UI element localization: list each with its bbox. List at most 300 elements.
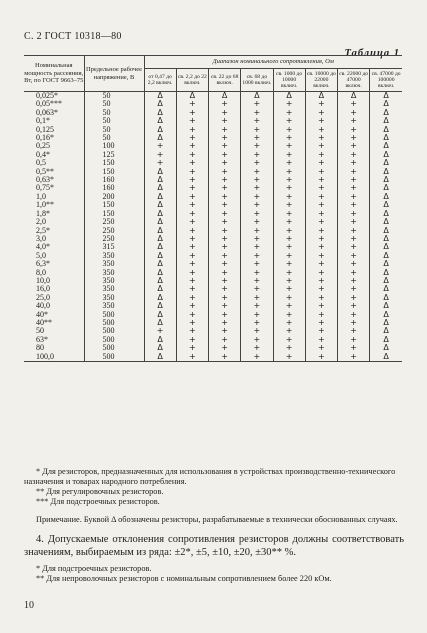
power-cell: 0,125: [36, 124, 54, 134]
symbol-cell: +: [176, 344, 208, 352]
voltage-cell: 500: [84, 353, 144, 362]
voltage-cell: 500: [84, 344, 144, 352]
symbol-cell: +: [176, 142, 208, 150]
symbol-cell: +: [209, 193, 241, 201]
symbol-cell: +: [338, 193, 370, 201]
symbol-cell: Δ: [370, 151, 402, 159]
symbol-cell: +: [305, 168, 337, 176]
symbol-cell: +: [338, 201, 370, 209]
symbol-cell: Δ: [370, 277, 402, 285]
voltage-cell: 100: [84, 142, 144, 150]
symbol-cell: Δ: [370, 201, 402, 209]
symbol-cell: +: [273, 193, 305, 201]
table-row: [24, 159, 402, 167]
symbol-cell: +: [176, 109, 208, 117]
symbol-cell: +: [176, 353, 208, 362]
symbol-cell: +: [241, 184, 273, 192]
power-cell: 0,16*: [36, 133, 54, 143]
symbol-cell: +: [338, 109, 370, 117]
voltage-cell: 50: [84, 92, 144, 101]
voltage-cell: 315: [84, 243, 144, 251]
power-cell: 0,25: [36, 141, 50, 151]
symbol-cell: +: [209, 319, 241, 327]
symbol-cell: Δ: [370, 327, 402, 335]
symbol-cell: Δ: [144, 311, 176, 319]
voltage-cell: 250: [84, 218, 144, 226]
table-row: [24, 353, 402, 362]
symbol-cell: +: [305, 201, 337, 209]
footnote-1: * Для резисторов, предназначенных для использования в устройствах производственно-технического назначения и товарах народного потребления.: [24, 467, 396, 486]
symbol-cell: +: [305, 126, 337, 134]
voltage-cell: 50: [84, 109, 144, 117]
symbol-cell: +: [209, 184, 241, 192]
symbol-cell: +: [273, 218, 305, 226]
range-col-header: св. 2,2 до 22 включ.: [176, 69, 208, 92]
symbol-cell: Δ: [370, 302, 402, 310]
range-title: Диапазон номинального сопротивления, Ом: [144, 56, 402, 69]
symbol-cell: Δ: [370, 319, 402, 327]
voltage-cell: 150: [84, 159, 144, 167]
symbol-cell: +: [305, 269, 337, 277]
symbol-cell: +: [305, 294, 337, 302]
table-row: [24, 235, 402, 243]
symbol-cell: Δ: [370, 294, 402, 302]
symbol-cell: +: [305, 302, 337, 310]
symbol-cell: +: [176, 294, 208, 302]
table-row: [24, 327, 402, 335]
symbol-cell: +: [273, 311, 305, 319]
table-row: [24, 100, 402, 108]
symbol-cell: +: [144, 327, 176, 335]
power-cell: 0,063*: [36, 107, 58, 117]
symbol-cell: +: [241, 252, 273, 260]
symbol-cell: Δ: [338, 92, 370, 101]
power-cell: 1,8*: [36, 208, 50, 218]
symbol-cell: +: [241, 126, 273, 134]
range-col-header: св. 10000 до 22000 включ.: [305, 69, 337, 92]
symbol-cell: +: [338, 235, 370, 243]
symbol-cell: +: [209, 176, 241, 184]
symbol-cell: +: [241, 193, 273, 201]
voltage-cell: 500: [84, 319, 144, 327]
voltage-cell: 50: [84, 126, 144, 134]
symbol-cell: +: [241, 159, 273, 167]
table-row: [24, 344, 402, 352]
symbol-cell: Δ: [144, 218, 176, 226]
voltage-cell: 150: [84, 168, 144, 176]
symbol-cell: Δ: [144, 344, 176, 352]
symbol-cell: Δ: [144, 353, 176, 362]
table-row: [24, 168, 402, 176]
symbol-cell: Δ: [144, 176, 176, 184]
symbol-cell: Δ: [144, 134, 176, 142]
voltage-cell: 500: [84, 311, 144, 319]
power-cell: 0,025*: [36, 91, 58, 100]
symbol-cell: +: [338, 227, 370, 235]
symbol-cell: +: [338, 134, 370, 142]
power-cell: 0,05***: [36, 99, 62, 109]
power-cell: 3,0: [36, 233, 46, 243]
symbol-cell: Δ: [370, 168, 402, 176]
symbol-cell: +: [209, 142, 241, 150]
symbol-cell: +: [338, 100, 370, 108]
symbol-cell: Δ: [144, 100, 176, 108]
symbol-cell: +: [209, 243, 241, 251]
symbol-cell: +: [305, 344, 337, 352]
power-cell: 4,0*: [36, 242, 50, 252]
table-row: [24, 218, 402, 226]
symbol-cell: +: [241, 277, 273, 285]
range-col-header: от 0,47 до 2,2 включ.: [144, 69, 176, 92]
power-cell: 8,0: [36, 267, 46, 277]
symbol-cell: Δ: [370, 252, 402, 260]
symbol-cell: Δ: [144, 109, 176, 117]
symbol-cell: +: [338, 168, 370, 176]
voltage-cell: 50: [84, 117, 144, 125]
symbol-cell: +: [209, 168, 241, 176]
symbol-cell: +: [176, 319, 208, 327]
voltage-cell: 350: [84, 269, 144, 277]
voltage-cell: 500: [84, 327, 144, 335]
symbol-cell: Δ: [144, 243, 176, 251]
symbol-cell: +: [305, 176, 337, 184]
symbol-cell: +: [273, 159, 305, 167]
paragraph-4: 4. Допускаемые отклонения сопротивления резисторов должны соответствовать значениям, выбираемым из ряда: ±2*, ±5, ±10, ±20, ±30** %.: [24, 534, 404, 558]
symbol-cell: +: [273, 344, 305, 352]
symbol-cell: +: [176, 184, 208, 192]
symbol-cell: +: [176, 134, 208, 142]
table-row: [24, 210, 402, 218]
symbol-cell: +: [338, 243, 370, 251]
range-col-header: св. 1000 до 10000 включ.: [273, 69, 305, 92]
voltage-cell: 125: [84, 151, 144, 159]
voltage-cell: 200: [84, 193, 144, 201]
power-cell: 40**: [36, 317, 52, 327]
symbol-cell: +: [305, 353, 337, 362]
symbol-cell: +: [176, 218, 208, 226]
power-cell: 40*: [36, 309, 48, 319]
table-row: [24, 151, 402, 159]
symbol-cell: Δ: [370, 142, 402, 150]
symbol-cell: Δ: [370, 210, 402, 218]
symbol-cell: +: [176, 277, 208, 285]
symbol-cell: +: [338, 126, 370, 134]
symbol-cell: +: [176, 311, 208, 319]
resistor-table: [24, 55, 402, 362]
symbol-cell: Δ: [273, 92, 305, 101]
symbol-cell: +: [176, 243, 208, 251]
symbol-cell: +: [338, 302, 370, 310]
voltage-cell: 160: [84, 184, 144, 192]
symbol-cell: +: [241, 327, 273, 335]
symbol-cell: +: [305, 142, 337, 150]
page-header: С. 2 ГОСТ 10318—80: [24, 31, 122, 42]
symbol-cell: +: [273, 134, 305, 142]
symbol-cell: +: [209, 151, 241, 159]
symbol-cell: +: [273, 117, 305, 125]
symbol-cell: +: [241, 260, 273, 268]
symbol-cell: +: [209, 235, 241, 243]
voltage-cell: 350: [84, 260, 144, 268]
footnote-5: ** Для непроволочных резисторов с номинальным сопротивлением более 220 кОм.: [36, 574, 332, 583]
symbol-cell: +: [305, 159, 337, 167]
symbol-cell: +: [305, 117, 337, 125]
symbol-cell: +: [273, 142, 305, 150]
symbol-cell: +: [305, 311, 337, 319]
symbol-cell: +: [209, 260, 241, 268]
symbol-cell: +: [144, 159, 176, 167]
symbol-cell: +: [176, 100, 208, 108]
symbol-cell: +: [305, 210, 337, 218]
symbol-cell: +: [176, 327, 208, 335]
symbol-cell: +: [338, 218, 370, 226]
symbol-cell: +: [241, 109, 273, 117]
power-cell: 5,0: [36, 250, 46, 260]
power-cell: 1,0: [36, 191, 46, 201]
symbol-cell: +: [338, 159, 370, 167]
table-row: [24, 134, 402, 142]
symbol-cell: Δ: [370, 311, 402, 319]
power-cell: 2,0: [36, 217, 46, 227]
voltage-cell: 150: [84, 210, 144, 218]
symbol-cell: +: [209, 126, 241, 134]
symbol-cell: +: [241, 336, 273, 344]
symbol-cell: Δ: [144, 184, 176, 192]
symbol-cell: +: [305, 151, 337, 159]
symbol-cell: +: [338, 336, 370, 344]
symbol-cell: +: [176, 126, 208, 134]
symbol-cell: +: [209, 285, 241, 293]
voltage-cell: 160: [84, 176, 144, 184]
voltage-cell: 350: [84, 285, 144, 293]
symbol-cell: +: [209, 353, 241, 362]
table-row: [24, 252, 402, 260]
power-cell: 25,0: [36, 292, 50, 302]
symbol-cell: +: [338, 151, 370, 159]
symbol-cell: Δ: [144, 336, 176, 344]
symbol-cell: +: [176, 210, 208, 218]
symbol-cell: +: [338, 294, 370, 302]
symbol-cell: +: [305, 193, 337, 201]
symbol-cell: +: [338, 285, 370, 293]
symbol-cell: +: [305, 319, 337, 327]
symbol-cell: Δ: [370, 92, 402, 101]
table-row: [24, 336, 402, 344]
symbol-cell: +: [241, 168, 273, 176]
power-cell: 10,0: [36, 275, 50, 285]
voltage-cell: 350: [84, 252, 144, 260]
symbol-cell: Δ: [370, 235, 402, 243]
table-row: [24, 92, 402, 101]
power-cell: 0,1*: [36, 116, 50, 126]
symbol-cell: +: [273, 168, 305, 176]
symbol-cell: +: [273, 285, 305, 293]
symbol-cell: Δ: [370, 336, 402, 344]
symbol-cell: +: [338, 353, 370, 362]
symbol-cell: +: [338, 311, 370, 319]
symbol-cell: +: [338, 319, 370, 327]
power-cell: 0,75*: [36, 183, 54, 193]
symbol-cell: Δ: [370, 176, 402, 184]
symbol-cell: +: [338, 184, 370, 192]
symbol-cell: +: [176, 302, 208, 310]
symbol-cell: Δ: [370, 159, 402, 167]
symbol-cell: +: [241, 344, 273, 352]
symbol-cell: Δ: [370, 193, 402, 201]
symbol-cell: +: [241, 142, 273, 150]
table-row: [24, 176, 402, 184]
symbol-cell: +: [338, 210, 370, 218]
symbol-cell: +: [241, 285, 273, 293]
power-cell: 2,5*: [36, 225, 50, 235]
symbol-cell: Δ: [144, 302, 176, 310]
symbol-cell: +: [241, 302, 273, 310]
symbol-cell: Δ: [370, 285, 402, 293]
symbol-cell: Δ: [144, 277, 176, 285]
symbol-cell: +: [209, 327, 241, 335]
note: Примечание. Буквой Δ обозначены резисторы, разрабатываемые в технически обоснованных случаях.: [36, 515, 398, 524]
symbol-cell: Δ: [370, 109, 402, 117]
symbol-cell: +: [273, 235, 305, 243]
symbol-cell: Δ: [144, 260, 176, 268]
symbol-cell: +: [241, 176, 273, 184]
symbol-cell: +: [305, 285, 337, 293]
symbol-cell: +: [273, 126, 305, 134]
symbol-cell: +: [241, 294, 273, 302]
symbol-cell: Δ: [370, 117, 402, 125]
symbol-cell: Δ: [144, 294, 176, 302]
symbol-cell: +: [176, 176, 208, 184]
power-cell: 0,5**: [36, 166, 54, 176]
table-row: [24, 117, 402, 125]
symbol-cell: +: [273, 184, 305, 192]
table-row: [24, 269, 402, 277]
symbol-cell: +: [273, 201, 305, 209]
symbol-cell: Δ: [144, 126, 176, 134]
symbol-cell: Δ: [370, 243, 402, 251]
symbol-cell: +: [209, 302, 241, 310]
symbol-cell: +: [176, 235, 208, 243]
symbol-cell: +: [305, 218, 337, 226]
symbol-cell: +: [338, 260, 370, 268]
symbol-cell: Δ: [370, 269, 402, 277]
symbol-cell: +: [305, 260, 337, 268]
symbol-cell: +: [176, 285, 208, 293]
symbol-cell: +: [305, 327, 337, 335]
voltage-cell: 250: [84, 235, 144, 243]
symbol-cell: +: [209, 159, 241, 167]
footnote-3: *** Для подстроечных резисторов.: [36, 497, 160, 506]
symbol-cell: +: [273, 294, 305, 302]
voltage-cell: 500: [84, 336, 144, 344]
voltage-cell: 350: [84, 302, 144, 310]
symbol-cell: Δ: [176, 92, 208, 101]
symbol-cell: Δ: [370, 344, 402, 352]
symbol-cell: +: [305, 277, 337, 285]
symbol-cell: +: [209, 344, 241, 352]
voltage-cell: 50: [84, 100, 144, 108]
symbol-cell: +: [305, 184, 337, 192]
power-cell: 40,0: [36, 301, 50, 311]
symbol-cell: +: [273, 302, 305, 310]
table-row: [24, 277, 402, 285]
symbol-cell: +: [338, 176, 370, 184]
symbol-cell: Δ: [144, 319, 176, 327]
symbol-cell: +: [305, 235, 337, 243]
symbol-cell: +: [209, 336, 241, 344]
symbol-cell: +: [241, 235, 273, 243]
table-row: [24, 311, 402, 319]
symbol-cell: +: [241, 117, 273, 125]
symbol-cell: +: [241, 100, 273, 108]
symbol-cell: +: [241, 319, 273, 327]
symbol-cell: +: [273, 252, 305, 260]
symbol-cell: +: [241, 353, 273, 362]
symbol-cell: +: [338, 142, 370, 150]
page-number: 10: [24, 600, 34, 611]
symbol-cell: +: [338, 269, 370, 277]
symbol-cell: +: [144, 142, 176, 150]
symbol-cell: Δ: [144, 235, 176, 243]
footnote-4: * Для подстроечных резисторов.: [36, 564, 152, 573]
table-row: [24, 109, 402, 117]
symbol-cell: Δ: [370, 227, 402, 235]
table-row: [24, 294, 402, 302]
symbol-cell: +: [273, 269, 305, 277]
symbol-cell: +: [273, 319, 305, 327]
symbol-cell: +: [209, 311, 241, 319]
symbol-cell: +: [338, 252, 370, 260]
table-row: [24, 193, 402, 201]
symbol-cell: +: [176, 159, 208, 167]
symbol-cell: Δ: [370, 100, 402, 108]
symbol-cell: +: [338, 277, 370, 285]
symbol-cell: Δ: [144, 168, 176, 176]
symbol-cell: Δ: [209, 92, 241, 101]
symbol-cell: +: [273, 210, 305, 218]
symbol-cell: +: [176, 269, 208, 277]
symbol-cell: +: [305, 109, 337, 117]
symbol-cell: +: [338, 117, 370, 125]
symbol-cell: +: [305, 134, 337, 142]
symbol-cell: +: [209, 210, 241, 218]
symbol-cell: Δ: [144, 92, 176, 101]
voltage-cell: 350: [84, 277, 144, 285]
symbol-cell: +: [176, 168, 208, 176]
symbol-cell: Δ: [370, 184, 402, 192]
power-cell: 80: [36, 343, 44, 353]
symbol-cell: +: [209, 134, 241, 142]
symbol-cell: Δ: [370, 353, 402, 362]
symbol-cell: +: [241, 311, 273, 319]
power-cell: 6,3*: [36, 259, 50, 269]
range-col-header: св. 47000 до 100000 включ.: [370, 69, 402, 92]
symbol-cell: +: [305, 243, 337, 251]
power-cell: 63*: [36, 334, 48, 344]
table-row: [24, 260, 402, 268]
symbol-cell: Δ: [370, 134, 402, 142]
symbol-cell: +: [176, 151, 208, 159]
table-row: [24, 227, 402, 235]
table-row: [24, 302, 402, 310]
symbol-cell: +: [273, 227, 305, 235]
symbol-cell: Δ: [241, 92, 273, 101]
symbol-cell: Δ: [370, 218, 402, 226]
voltage-cell: 250: [84, 227, 144, 235]
symbol-cell: +: [209, 227, 241, 235]
power-cell: 100,0: [36, 351, 54, 361]
symbol-cell: +: [305, 227, 337, 235]
